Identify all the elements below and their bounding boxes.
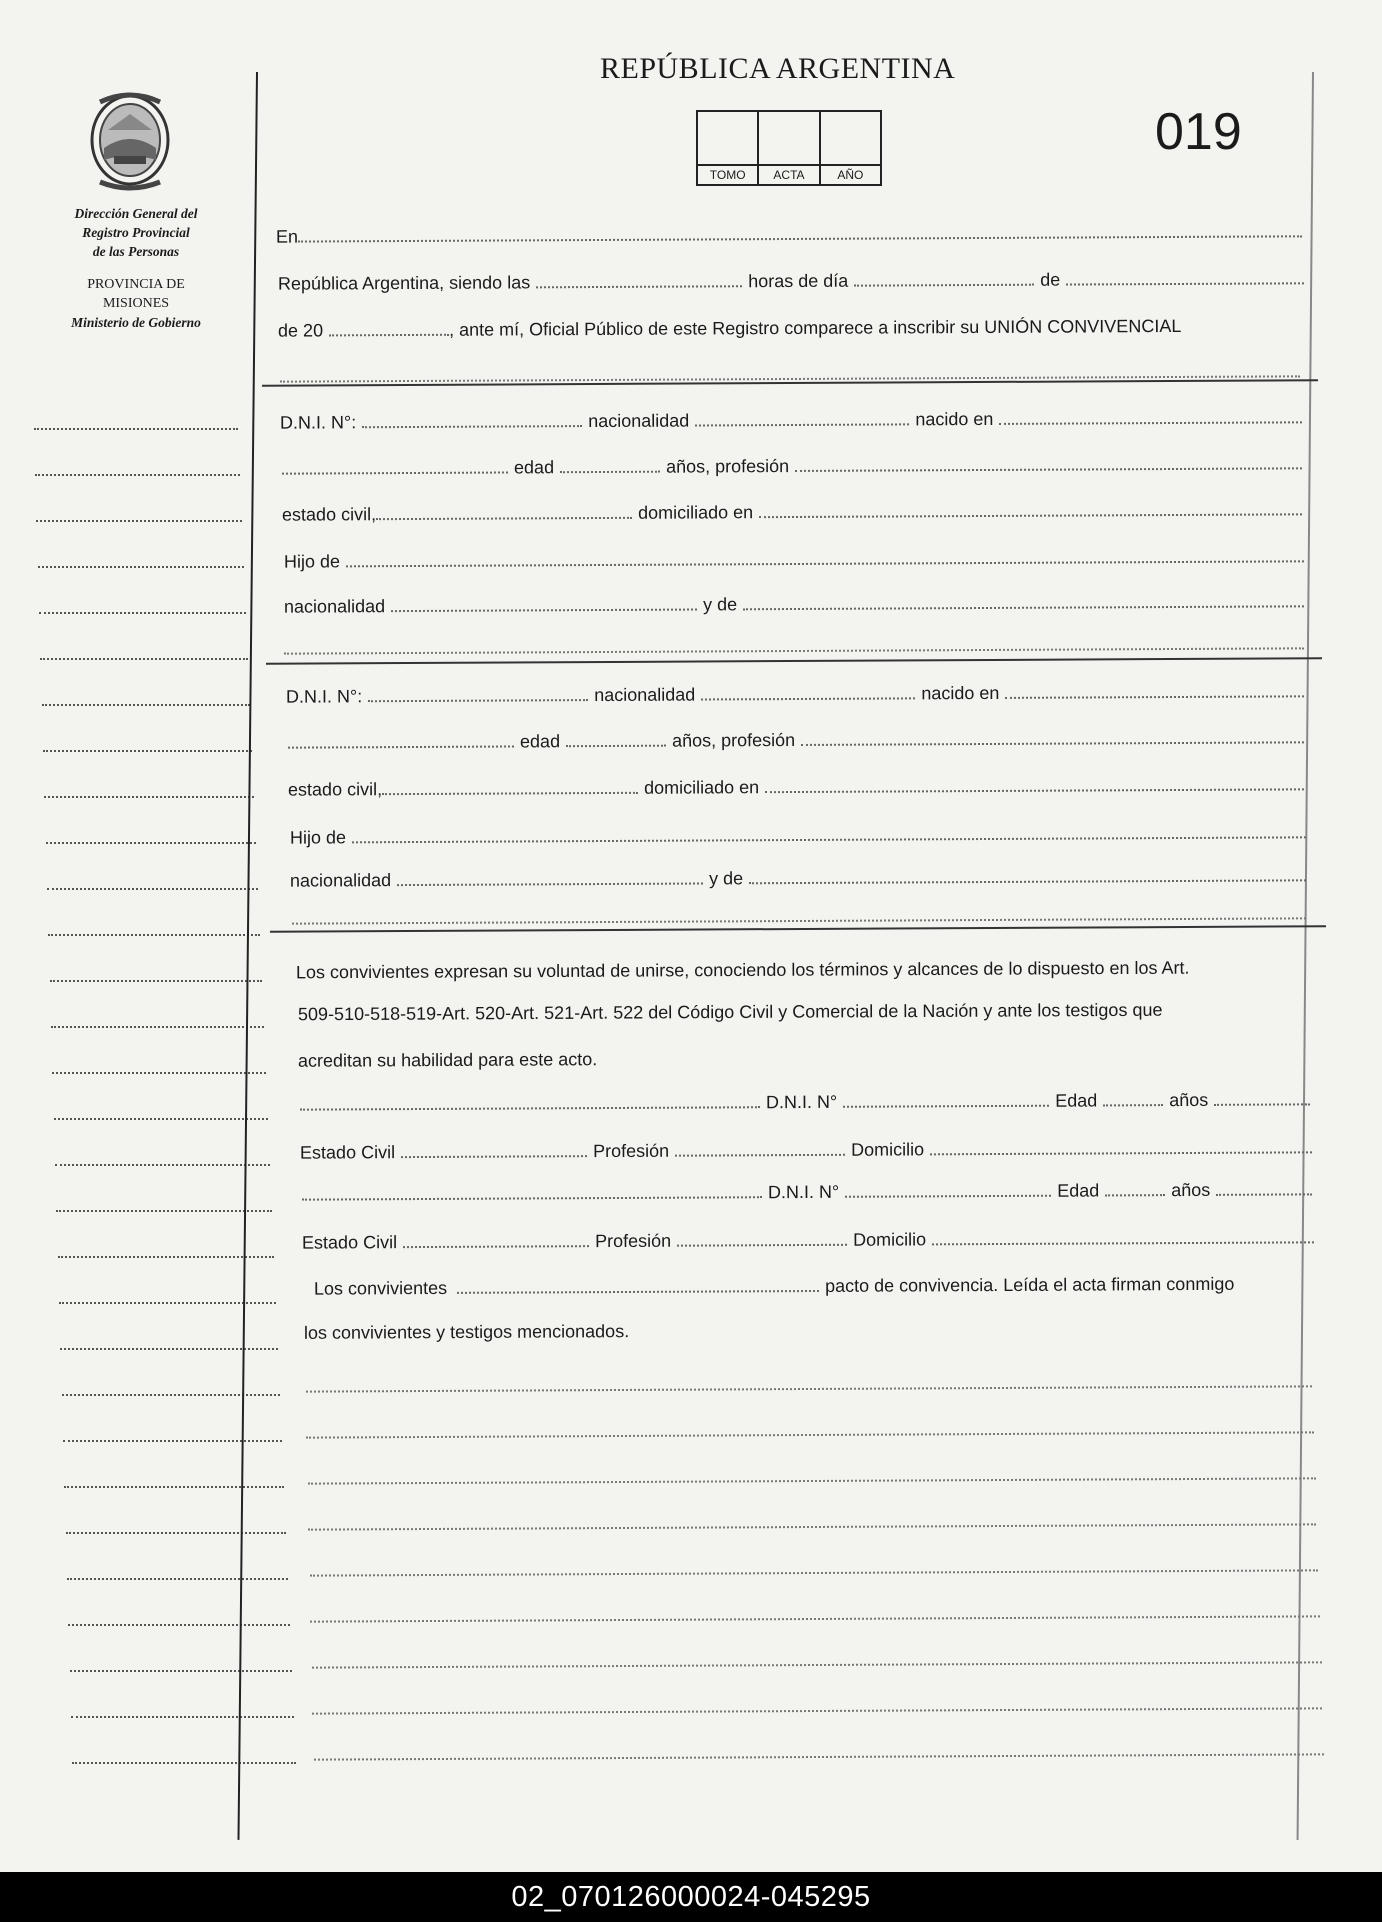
closing-p3: acreditan su habilidad para este acto. xyxy=(297,1049,598,1071)
w1-name-field[interactable] xyxy=(300,1106,760,1110)
final-text: los convivientes y testigos mencionados. xyxy=(303,1321,630,1343)
p1-estado-field[interactable] xyxy=(376,517,632,520)
agency-line2: Registro Provincial xyxy=(82,225,190,240)
p1-nacionalidad-label: nacionalidad xyxy=(588,410,690,432)
side-line[interactable] xyxy=(71,1716,294,1718)
signature-line[interactable] xyxy=(306,1431,1314,1438)
pacto-label: pacto de convivencia. Leída el acta firman conmigo xyxy=(825,1273,1235,1296)
closing-line-1 xyxy=(296,958,1190,984)
serial-number: 019 xyxy=(1155,103,1242,161)
p1-dni-field[interactable] xyxy=(362,425,582,428)
side-line[interactable] xyxy=(60,1348,278,1350)
p2-nacionalidad-label: nacionalidad xyxy=(594,684,696,706)
p1-nac2-field[interactable] xyxy=(391,609,697,613)
comparece-label: , ante mí, Oficial Público de este Registro comparece a inscribir su UNIÓN CONVIVENCIAL xyxy=(448,315,1182,340)
convivientes-row xyxy=(314,1273,1314,1299)
de-label: de xyxy=(1040,269,1061,290)
p2-nacido-field[interactable] xyxy=(1005,695,1304,699)
w1-domicilio-field[interactable] xyxy=(930,1151,1312,1155)
p2-nac2-field[interactable] xyxy=(397,882,703,886)
w2-row-dni xyxy=(302,1179,1312,1205)
side-line[interactable] xyxy=(67,1578,288,1580)
p1-domicilio-field[interactable] xyxy=(759,513,1302,518)
p2-nacionalidad-field[interactable] xyxy=(701,697,915,700)
p1-estado-label: estado civil, xyxy=(281,504,377,525)
side-line[interactable] xyxy=(62,1394,280,1396)
p2-estado-label: estado civil, xyxy=(287,779,383,800)
side-line[interactable] xyxy=(51,1026,264,1028)
p1-profesion-field[interactable] xyxy=(795,467,1302,472)
agency-line3: de las Personas xyxy=(92,244,180,259)
side-line[interactable] xyxy=(50,980,262,982)
p2-hijo-field[interactable] xyxy=(352,836,1306,843)
intro-row-3 xyxy=(278,315,1298,341)
p1-row-nac xyxy=(284,591,1304,617)
w1-anos-field[interactable] xyxy=(1214,1103,1310,1106)
p2-domiciliado-label: domiciliado en xyxy=(643,777,760,798)
p2-yde-label: y de xyxy=(709,868,744,889)
closing-line-2 xyxy=(298,1000,1163,1026)
p1-row-estado xyxy=(282,499,1302,525)
w2-dni-label: D.N.I. N° xyxy=(767,1181,840,1203)
w1-row-dni xyxy=(300,1089,1310,1115)
w2-edad-label: Edad xyxy=(1057,1180,1100,1201)
side-line[interactable] xyxy=(43,750,252,752)
province-line2: MISIONES xyxy=(102,296,170,311)
p1-yde-label: y de xyxy=(703,594,738,615)
w1-dni-field[interactable] xyxy=(843,1105,1049,1108)
side-line[interactable] xyxy=(52,1072,266,1074)
agency-line1: Dirección General del xyxy=(74,206,198,221)
w2-name-field[interactable] xyxy=(302,1196,762,1200)
p1-domiciliado-label: domiciliado en xyxy=(637,502,754,523)
w2-estado-field[interactable] xyxy=(403,1245,589,1248)
p2-anos-label: años, profesión xyxy=(671,730,796,751)
p1-extra-line[interactable] xyxy=(284,647,1304,654)
pacto-field[interactable] xyxy=(457,1290,819,1294)
signature-line[interactable] xyxy=(308,1523,1316,1530)
side-line[interactable] xyxy=(42,704,250,706)
p2-row-dni xyxy=(286,681,1304,707)
p1-row-edad xyxy=(282,453,1302,479)
p1-row-hijo xyxy=(284,546,1304,572)
provincial-emblem-icon xyxy=(78,90,182,194)
convivientes-label: Los convivientes xyxy=(313,1277,448,1299)
p1-nac2-label: nacionalidad xyxy=(283,596,386,617)
side-line[interactable] xyxy=(68,1624,290,1626)
p2-row-edad xyxy=(288,727,1304,753)
w1-estado-label: Estado Civil xyxy=(299,1142,396,1163)
w2-anos-label: años xyxy=(1171,1179,1211,1201)
side-line[interactable] xyxy=(56,1210,272,1212)
side-line[interactable] xyxy=(35,474,240,476)
w2-edad-field[interactable] xyxy=(1105,1194,1165,1196)
p2-row-estado xyxy=(288,774,1304,800)
p2-hijo-label: Hijo de xyxy=(289,827,347,848)
ano-box[interactable] xyxy=(821,112,880,184)
signature-line[interactable] xyxy=(312,1661,1322,1668)
side-line[interactable] xyxy=(40,658,248,660)
p1-hijo-field[interactable] xyxy=(346,560,1304,567)
side-line[interactable] xyxy=(54,1118,268,1120)
side-line[interactable] xyxy=(38,566,244,568)
p2-row-nac xyxy=(290,865,1306,891)
left-frame-line xyxy=(237,72,258,1840)
p1-dni-label: D.N.I. N°: xyxy=(279,412,357,433)
closing-p1: Los convivientes expresan su voluntad de unirse, conociendo los términos y alcances de lo dispuesto en los Art. xyxy=(295,957,1190,983)
closing-p2: 509-510-518-519-Art. 520-Art. 521-Art. 522 del Código Civil y Comercial de la Nación y ante los testigos que xyxy=(297,999,1163,1025)
ano-label: AÑO xyxy=(821,164,880,184)
scan-id-footer: 02_070126000024-045295 xyxy=(0,1872,1382,1922)
section-divider xyxy=(266,657,1322,665)
tomo-label: TOMO xyxy=(698,164,757,184)
w1-domicilio-label: Domicilio xyxy=(851,1139,925,1160)
w1-dni-label: D.N.I. N° xyxy=(765,1091,838,1113)
signature-line[interactable] xyxy=(310,1569,1318,1576)
w2-profesion-field[interactable] xyxy=(677,1244,847,1247)
signature-line[interactable] xyxy=(314,1753,1324,1760)
p1-yde-field[interactable] xyxy=(743,605,1304,610)
agency-info xyxy=(36,204,236,332)
w1-profesion-field[interactable] xyxy=(675,1154,845,1157)
w2-domicilio-label: Domicilio xyxy=(853,1229,927,1250)
p2-nacido-label: nacido en xyxy=(921,682,1000,704)
p1-edad-label: edad xyxy=(513,457,555,478)
final-row xyxy=(304,1321,629,1344)
p2-dni-label: D.N.I. N°: xyxy=(285,686,363,707)
side-line[interactable] xyxy=(36,520,242,522)
side-line[interactable] xyxy=(44,796,254,798)
day-field[interactable] xyxy=(854,284,1034,287)
p1-anos-label: años, profesión xyxy=(665,456,790,477)
de20-label: de 20 xyxy=(277,320,324,341)
w2-domicilio-field[interactable] xyxy=(932,1241,1314,1245)
signature-line[interactable] xyxy=(308,1477,1316,1484)
side-line[interactable] xyxy=(34,428,238,430)
side-line[interactable] xyxy=(66,1532,286,1534)
hour-field[interactable] xyxy=(536,285,742,288)
tomo-box[interactable] xyxy=(698,112,759,184)
side-line[interactable] xyxy=(55,1164,270,1166)
side-line[interactable] xyxy=(39,612,246,614)
w2-row-estado xyxy=(302,1227,1314,1253)
acta-label: ACTA xyxy=(759,164,818,184)
p1-name-field[interactable] xyxy=(282,471,508,474)
p2-estado-field[interactable] xyxy=(382,792,638,795)
side-line[interactable] xyxy=(63,1440,282,1442)
p1-nacionalidad-field[interactable] xyxy=(695,423,909,426)
p2-name-field[interactable] xyxy=(288,745,514,748)
side-line[interactable] xyxy=(72,1762,296,1764)
intro-row-1 xyxy=(276,221,1302,247)
side-line[interactable] xyxy=(47,888,258,890)
p2-edad-label: edad xyxy=(519,731,561,752)
w1-anos-label: años xyxy=(1169,1089,1209,1111)
year-field[interactable] xyxy=(329,334,449,337)
p2-yde-field[interactable] xyxy=(749,879,1306,884)
side-line[interactable] xyxy=(48,934,260,936)
w1-estado-field[interactable] xyxy=(401,1155,587,1158)
month-field[interactable] xyxy=(1066,282,1304,285)
p1-edad-field[interactable] xyxy=(560,471,660,474)
closing-line-3 xyxy=(298,1049,597,1072)
province-line1: PROVINCIA DE xyxy=(87,277,185,292)
intro-en-label: En xyxy=(275,226,299,247)
side-line[interactable] xyxy=(58,1256,274,1258)
w2-profesion-label: Profesión xyxy=(594,1230,672,1252)
p1-nacido-field[interactable] xyxy=(999,421,1302,425)
acta-box[interactable] xyxy=(759,112,820,184)
side-line[interactable] xyxy=(64,1486,284,1488)
signature-line[interactable] xyxy=(310,1615,1320,1622)
p1-row-dni xyxy=(280,407,1302,433)
section-divider xyxy=(270,925,1326,933)
w2-dni-field[interactable] xyxy=(845,1195,1051,1198)
side-line[interactable] xyxy=(46,842,256,844)
place-field[interactable] xyxy=(298,235,1302,242)
w1-profesion-label: Profesión xyxy=(592,1140,670,1162)
w1-edad-label: Edad xyxy=(1055,1090,1098,1111)
signature-line[interactable] xyxy=(312,1707,1322,1714)
w2-anos-field[interactable] xyxy=(1216,1193,1312,1196)
p2-domicilio-field[interactable] xyxy=(765,788,1304,793)
p2-extra-line[interactable] xyxy=(292,917,1306,924)
intro-row-2 xyxy=(278,268,1304,294)
side-line[interactable] xyxy=(70,1670,292,1672)
horas-label: horas de día xyxy=(748,270,849,292)
p2-row-hijo xyxy=(290,822,1306,848)
p1-hijo-label: Hijo de xyxy=(283,551,341,572)
p1-nacido-label: nacido en xyxy=(915,408,994,430)
registry-boxes xyxy=(696,110,882,186)
p2-edad-field[interactable] xyxy=(566,745,666,748)
right-frame-line xyxy=(1297,72,1314,1840)
republica-label: República Argentina, siendo las xyxy=(277,272,531,294)
signature-line[interactable] xyxy=(306,1385,1312,1392)
w1-edad-field[interactable] xyxy=(1103,1104,1163,1106)
w1-row-estado xyxy=(300,1137,1312,1163)
country-title: REPÚBLICA ARGENTINA xyxy=(600,52,956,85)
p2-profesion-field[interactable] xyxy=(801,741,1304,746)
w2-estado-label: Estado Civil xyxy=(301,1232,398,1253)
ministry-line: Ministerio de Gobierno xyxy=(71,315,201,330)
p2-dni-field[interactable] xyxy=(368,699,588,702)
p2-nac2-label: nacionalidad xyxy=(289,870,392,891)
